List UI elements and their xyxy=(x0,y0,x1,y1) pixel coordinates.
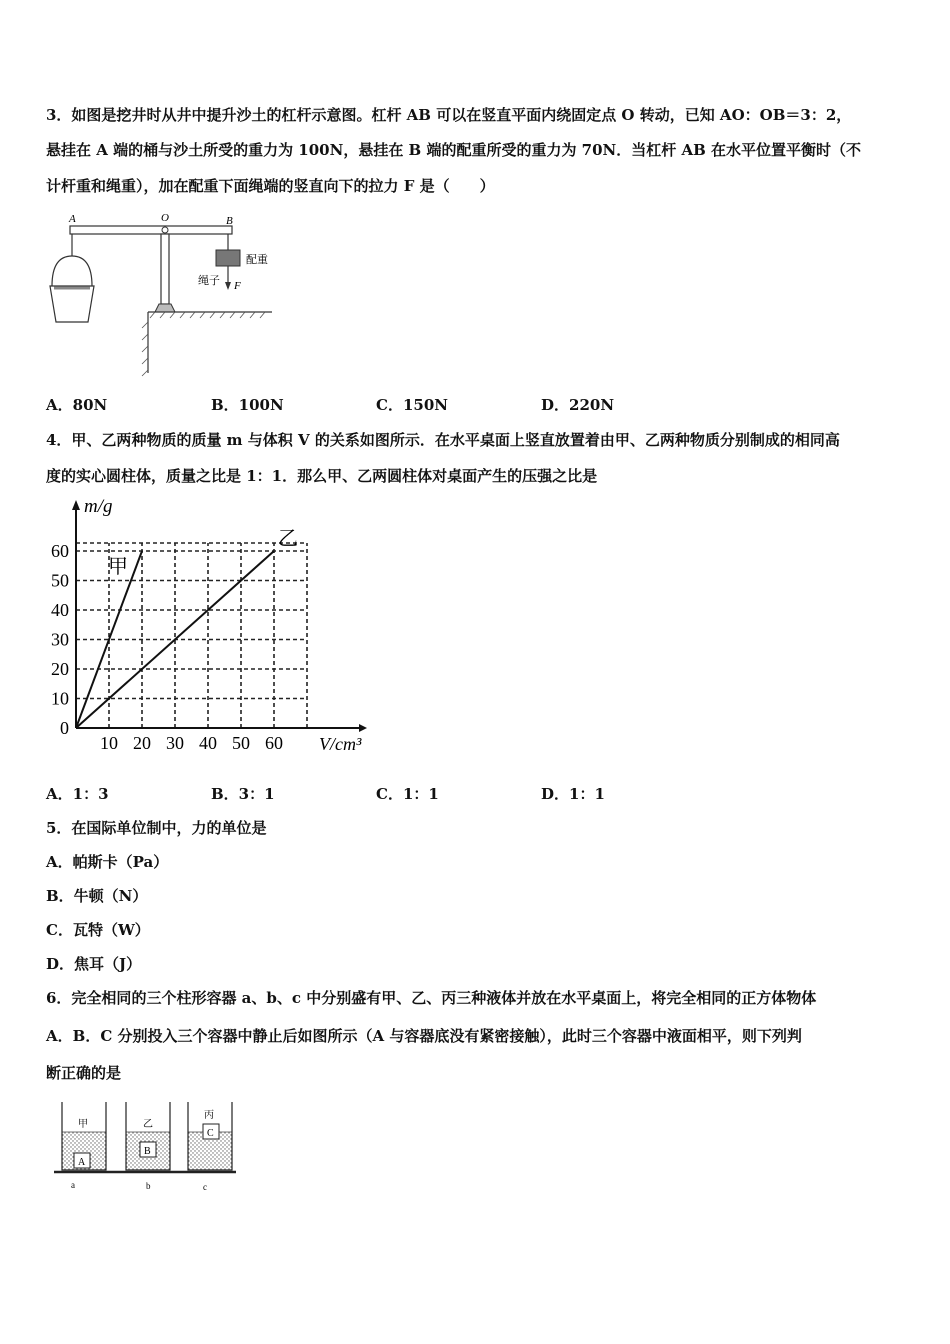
container-c-label: c xyxy=(203,1182,207,1192)
counterweight-label: 配重 xyxy=(246,254,268,266)
liquid-label-yi: 乙 xyxy=(143,1119,153,1130)
container-a-label: a xyxy=(71,1180,75,1190)
x-tick-label: 10 xyxy=(100,733,118,753)
lever-figure xyxy=(40,208,290,378)
q4-line1: 4．甲、乙两种物质的质量 m 与体积 V 的关系如图所示．在水平桌面上竖直放置着由甲、乙两种物质分别制成的相同高 xyxy=(46,431,840,449)
block-a-label: A xyxy=(78,1157,86,1168)
q5-option-a: A．帕斯卡（Pa） xyxy=(46,853,169,871)
q4-option-c: C．1：1 xyxy=(376,785,439,803)
lever-label-o: O xyxy=(161,212,169,224)
lever-label-b: B xyxy=(226,215,233,227)
x-tick-label: 50 xyxy=(232,733,250,753)
y-tick-label: 20 xyxy=(51,659,69,679)
q4-option-b: B．3：1 xyxy=(211,785,275,803)
y-tick-label: 0 xyxy=(60,718,69,738)
q5-option-c: C．瓦特（W） xyxy=(46,921,150,939)
q3-option-a: A．80N xyxy=(46,396,108,414)
y-tick-label: 40 xyxy=(51,600,69,620)
y-tick-label: 50 xyxy=(51,570,69,591)
q4-line2: 度的实心圆柱体，质量之比是 1：1．那么甲、乙两圆柱体对桌面产生的压强之比是 xyxy=(46,467,598,485)
q5-stem: 5．在国际单位制中，力的单位是 xyxy=(46,819,267,837)
container-b-label: b xyxy=(146,1181,151,1191)
q5-option-b: B．牛顿（N） xyxy=(46,887,148,905)
q6-line2: A．B．C 分别投入三个容器中静止后如图所示（A 与容器底没有紧密接触），此时三个容器中液面相平，则下列判 xyxy=(46,1027,802,1045)
containers-figure xyxy=(50,1098,240,1194)
x-tick-label: 30 xyxy=(166,733,184,753)
rope-label: 绳子 xyxy=(198,275,220,287)
q4-option-d: D．1：1 xyxy=(541,785,605,803)
q3-option-d: D．220N xyxy=(541,396,615,414)
x-axis-arrow xyxy=(359,724,367,732)
liquid-label-bing: 丙 xyxy=(204,1110,214,1121)
series-label-0: 甲 xyxy=(108,556,128,578)
q5-option-d: D．焦耳（J） xyxy=(46,955,142,973)
q6-line1: 6．完全相同的三个柱形容器 a、b、c 中分别盛有甲、乙、丙三种液体并放在水平桌面上，将完全相同的正方体物体 xyxy=(46,989,817,1007)
y-axis-arrow xyxy=(72,500,80,510)
q3-line3: 计杆重和绳重），加在配重下面绳端的竖直向下的拉力 F 是（ ） xyxy=(46,177,495,195)
y-axis-label: m/g xyxy=(84,496,113,517)
lever-bar xyxy=(70,226,232,234)
force-label: F xyxy=(234,280,241,292)
y-tick-label: 30 xyxy=(51,629,69,650)
q3-option-c: C．150N xyxy=(376,396,448,414)
q4-option-a: A．1：3 xyxy=(46,785,109,803)
q3-line2: 悬挂在 A 端的桶与沙土所受的重力为 100N，悬挂在 B 端的配重所受的重力为 70N．当杠杆 AB 在水平位置平衡时（不 xyxy=(46,141,862,159)
liquid-label-jia: 甲 xyxy=(78,1119,88,1130)
block-b-label: B xyxy=(144,1146,151,1157)
x-axis-label: V/cm³ xyxy=(319,734,362,754)
series-label-1: 乙 xyxy=(278,528,298,550)
q3-line1: 3．如图是挖井时从井中提升沙土的杠杆示意图。杠杆 AB 可以在竖直平面内绕固定点 O 转动，已知 AO：OB＝3：2， xyxy=(46,106,852,124)
lever-label-a: A xyxy=(69,213,76,225)
q6-line3: 断正确的是 xyxy=(46,1064,122,1082)
mass-volume-chart xyxy=(40,492,380,762)
y-tick-label: 60 xyxy=(51,541,69,561)
q3-option-b: B．100N xyxy=(211,396,284,414)
x-tick-label: 20 xyxy=(133,733,151,753)
block-c-label: C xyxy=(207,1128,214,1139)
x-tick-label: 40 xyxy=(199,733,217,753)
x-tick-label: 60 xyxy=(265,733,283,753)
counterweight-block xyxy=(216,250,240,266)
y-tick-label: 10 xyxy=(51,688,69,709)
